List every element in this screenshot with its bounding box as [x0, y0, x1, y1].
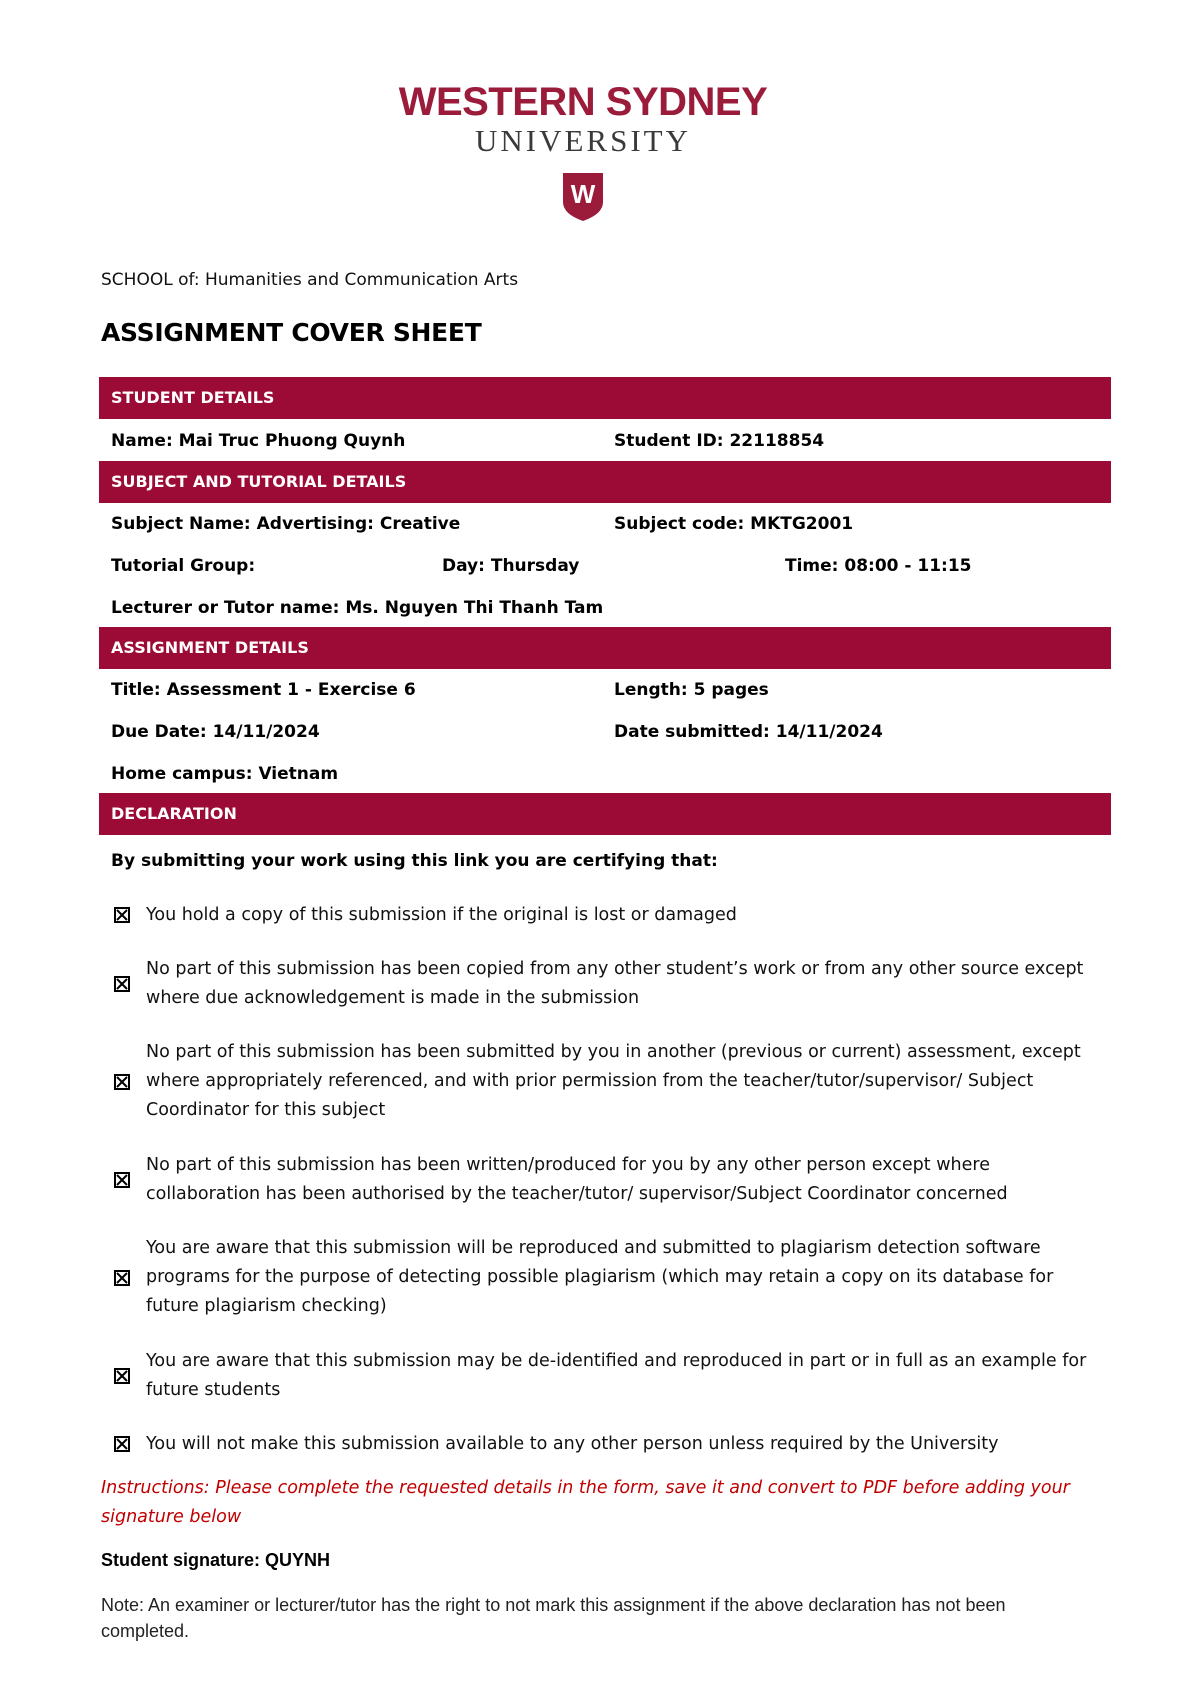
date-submitted: Date submitted: 14/11/2024: [614, 722, 883, 742]
student-name: Name: Mai Truc Phuong Quynh: [111, 431, 406, 451]
section-declaration: DECLARATION: [99, 793, 1111, 835]
logo-university: UNIVERSITY: [475, 123, 691, 158]
tutorial-time: Time: 08:00 - 11:15: [785, 556, 972, 576]
logo-western-sydney: WESTERN SYDNEY: [398, 80, 768, 124]
shield-icon: [562, 172, 604, 222]
shield-letter: W: [570, 179, 596, 209]
declaration-note: Note: An examiner or lecturer/tutor has the right to not mark this assignment if the above declaration has not been completed.: [101, 1595, 1006, 1641]
assignment-length: Length: 5 pages: [614, 680, 769, 700]
student-id: Student ID: 22118854: [614, 431, 825, 451]
section-subject-details: SUBJECT AND TUTORIAL DETAILS: [99, 461, 1111, 503]
university-logo: [393, 80, 773, 222]
declaration-text: You will not make this submission available to any other person unless required by the University: [146, 1434, 999, 1454]
checked-checkbox-icon[interactable]: [114, 907, 130, 923]
lecturer-name: Lecturer or Tutor name: Ms. Nguyen Thi Thanh Tam: [111, 598, 604, 618]
declaration-text: You are aware that this submission may be de-identified and reproduced in part or in full as an example for future students: [146, 1351, 1087, 1400]
assignment-title: Title: Assessment 1 - Exercise 6: [111, 680, 416, 700]
section-student-details: STUDENT DETAILS: [99, 377, 1111, 419]
instructions-text: Instructions: Please complete the requested details in the form, save it and convert to PDF before adding your signature below: [101, 1478, 1070, 1527]
subject-name: Subject Name: Advertising: Creative: [111, 514, 461, 534]
declaration-text: No part of this submission has been submitted by you in another (previous or current) assessment, except where appropriately referenced, and with prior permission from the teacher/tutor/supervisor/ Subject Coordinator for this subject: [146, 1042, 1081, 1120]
due-date: Due Date: 14/11/2024: [111, 722, 320, 742]
student-signature: Student signature: QUYNH: [101, 1550, 331, 1570]
declaration-text: You are aware that this submission will be reproduced and submitted to plagiarism detection software programs for the purpose of detecting possible plagiarism (which may retain a copy on its database for future plagiarism checking): [146, 1238, 1054, 1316]
home-campus: Home campus: Vietnam: [111, 764, 339, 784]
declaration-text: No part of this submission has been written/produced for you by any other person except where collaboration has been authorised by the teacher/tutor/ supervisor/Subject Coordinator concerned: [146, 1155, 1008, 1204]
page-title: ASSIGNMENT COVER SHEET: [101, 318, 482, 347]
declaration-text: No part of this submission has been copied from any other student’s work or from any other source except where due acknowledgement is made in the submission: [146, 959, 1084, 1008]
tutorial-day: Day: Thursday: [442, 556, 580, 576]
checked-checkbox-icon[interactable]: [114, 1172, 130, 1188]
subject-code: Subject code: MKTG2001: [614, 514, 854, 534]
school-line: SCHOOL of: Humanities and Communication Arts: [101, 270, 519, 290]
checked-checkbox-icon[interactable]: [114, 1368, 130, 1384]
checked-checkbox-icon[interactable]: [114, 1074, 130, 1090]
declaration-text: You hold a copy of this submission if the original is lost or damaged: [146, 905, 737, 925]
checked-checkbox-icon[interactable]: [114, 1436, 130, 1452]
checked-checkbox-icon[interactable]: [114, 1270, 130, 1286]
checked-checkbox-icon[interactable]: [114, 976, 130, 992]
section-assignment-details: ASSIGNMENT DETAILS: [99, 627, 1111, 669]
tutorial-group: Tutorial Group:: [111, 556, 256, 576]
declaration-intro: By submitting your work using this link you are certifying that:: [111, 851, 718, 871]
